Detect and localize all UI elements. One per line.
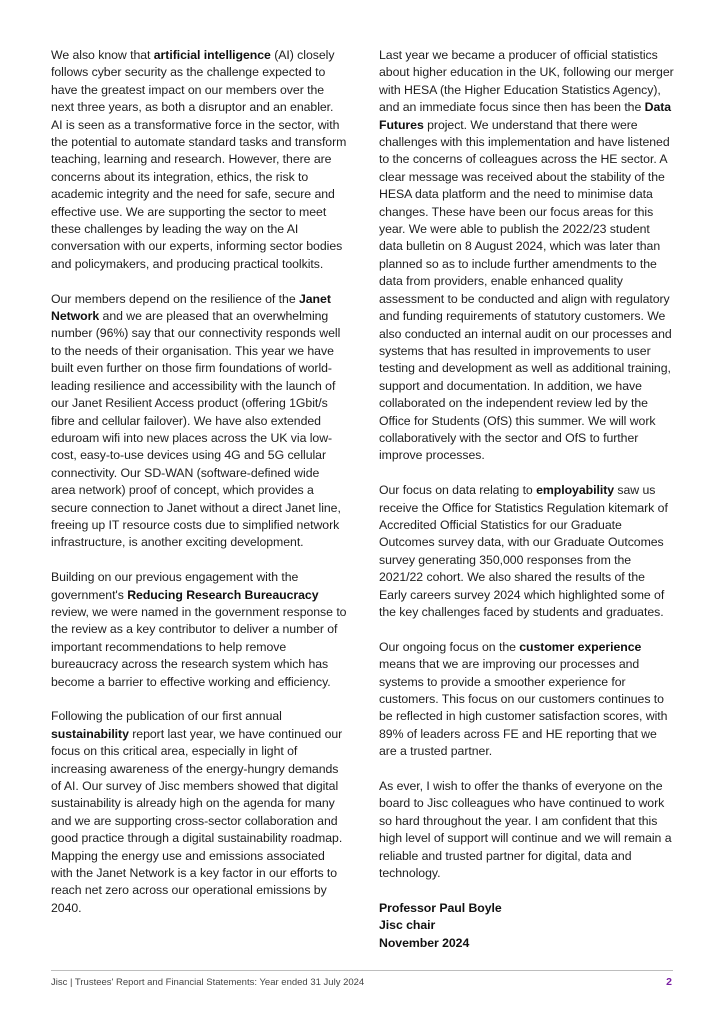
signature-date: November 2024 <box>379 935 470 950</box>
paragraph-data-futures: Last year we became a producer of official statistics about higher education in the UK, following our merger with HESA (the Higher Education Statistics Agency), and an immediate focus since then has been the Data Futures project. We understand that there were challenges with this implementation and have listened to the concerns of colleagues across the HE sector. A clear message was received about the stability of the HESA data platform and the need to minimise data changes. These have been our focus areas for this year. We were able to publish the 2022/23 student data bulletin on 8 August 2024, which was later than planned so as to include further amendments to the data from providers, enable enhanced quality assessment to be conducted and align with regulatory and funding requirements of statutory customers. We also conducted an internal audit on our processes and systems that has resulted in improvements to user testing and development as well as additional training, support and documentation. In addition, we have collaborated on the independent review led by the Office for Students (OfS) this summer. We will work collaboratively with the sector and OfS to further improve processes. <box>379 48 674 463</box>
keyword-data-futures: Data Futures <box>379 100 672 132</box>
paragraph-customer-experience: Our ongoing focus on the customer experience means that we are improving our processes and systems to provide a smoother experience for customers. This focus on our customers continues to be reflected in high customer satisfaction scores, with 89% of leaders across FE and HE reporting that we are a trusted partner. <box>379 639 668 759</box>
keyword-research-bureaucracy: Reducing Research Bureaucracy <box>127 587 319 602</box>
footer-text: Jisc | Trustees' Report and Financial Statements: Year ended 31 July 2024 <box>51 977 365 988</box>
left-column <box>51 47 347 935</box>
signature-name: Professor Paul Boyle <box>379 900 502 915</box>
footer-divider <box>51 970 673 971</box>
paragraph-thanks: As ever, I wish to offer the thanks of everyone on the board to Jisc colleagues who have continued to work so hard throughout the year. I am confident that this high level of support will continue and we will remain a reliable and trusted partner for digital, data and technology. <box>379 779 672 881</box>
keyword-ai: artificial intelligence <box>153 48 271 62</box>
paragraph-ai: We also know that artificial intelligence (AI) closely follows cyber security as the challenge expected to have the greatest impact on our members over the next three years, as both a disruptor and an enabler. AI is seen as a transformative force in the sector, with the potential to automate standard tasks and transform teaching, learning and research. However, there are concerns about its integration, ethics, the risk to academic integrity and the need for safe, secure and effective use. We are supporting the sector to meet these challenges by leading the way on the AI conversation with our experts, informing sector bodies and policymakers, and producing practical toolkits. <box>51 48 347 271</box>
keyword-janet-network: Janet Network <box>51 291 331 324</box>
paragraph-employability: Our focus on data relating to employability saw us receive the Office for Statistics Regulation kitemark of Accredited Official Statistics for our Graduate Outcomes survey data, with our Graduate Outcomes survey generating 350,000 responses from the 2021/22 cohort. We also shared the results of the Early careers survey 2024 which highlighted some of the key challenges faced by students and graduates. <box>379 483 668 619</box>
paragraph-research-bureaucracy: Building on our previous engagement with the government's Reducing Research Bureaucracy review, we were named in the government response to the review as a key contributor to deliver a number of important recommendations to help remove bureaucracy across the research system which has become a barrier to effective working and efficiency. <box>51 570 347 689</box>
keyword-customer-experience: customer experience <box>519 639 642 654</box>
paragraph-janet-network: Our members depend on the resilience of the Janet Network and we are pleased that an overwhelming number (96%) say that our connectivity responds well to the needs of their organisation. This year we have built even further on those firm foundations of world-leading resilience and accessibility with the launch of our Janet Resilient Access product (offering 1Gbit/s fibre and cellular failover). We have also extended eduroam wifi into new places across the UK via low-cost, easy-to-use devices using 4G and 5G cellular connectivity. Our SD-WAN (software-defined wide area network) proof of concept, which provides a secure connection to Janet without a direct Janet line, freeing up IT resource costs due to simplified network infrastructure, is another exciting development. <box>51 291 341 550</box>
keyword-employability: employability <box>536 483 615 498</box>
signature-role: Jisc chair <box>379 918 436 933</box>
signature-block <box>379 900 675 952</box>
right-column <box>379 47 675 952</box>
page-number: 2 <box>666 976 672 988</box>
keyword-sustainability: sustainability <box>51 726 129 741</box>
paragraph-sustainability: Following the publication of our first annual sustainability report last year, we have continued our focus on this critical area, especially in light of increasing awareness of the energy-hungry demands of AI. Our survey of Jisc members showed that digital sustainability is already high on the agenda for many and we are supporting cross-sector collaboration and good practice through a digital sustainability roadmap. Mapping the energy use and emissions associated with the Janet Network is a key factor in our efforts to reach net zero across our operational emissions by 2040. <box>51 709 343 915</box>
